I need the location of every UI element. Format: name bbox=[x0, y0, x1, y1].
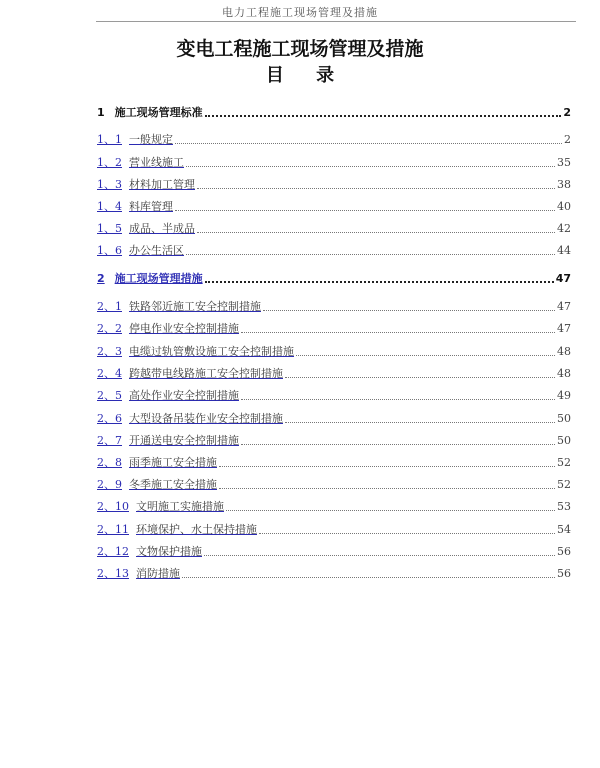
toc-entry-label bbox=[97, 434, 239, 448]
dot-leader bbox=[241, 332, 555, 333]
dot-leader bbox=[285, 422, 555, 423]
toc-item-2-5[interactable] bbox=[97, 387, 571, 403]
dot-leader bbox=[175, 143, 562, 144]
toc-item-1-1[interactable] bbox=[97, 131, 571, 147]
toc-item-2-8[interactable] bbox=[97, 454, 571, 470]
toc-entry-label bbox=[97, 178, 195, 192]
toc-item-2-11[interactable] bbox=[97, 521, 571, 537]
toc-entry-number: 2、5 bbox=[97, 389, 122, 402]
toc-entry-number: 2、7 bbox=[97, 434, 122, 447]
toc-item-2-2[interactable] bbox=[97, 320, 571, 336]
dot-leader bbox=[204, 555, 555, 556]
dot-leader bbox=[241, 399, 555, 400]
dot-leader bbox=[175, 210, 555, 211]
toc-entry-label bbox=[97, 500, 224, 514]
toc-entry-title: 文明施工实施措施 bbox=[136, 500, 224, 513]
toc-entry-number: 1、5 bbox=[97, 222, 122, 235]
toc-item-2-7[interactable] bbox=[97, 432, 571, 448]
toc-entry-label bbox=[97, 200, 173, 214]
dot-leader bbox=[226, 510, 555, 511]
toc-entry-label bbox=[97, 389, 239, 403]
toc-entry-page: 48 bbox=[557, 345, 571, 358]
toc-entry-number: 2、4 bbox=[97, 367, 122, 380]
toc-entry-number: 1、3 bbox=[97, 178, 122, 191]
toc-entry-page: 50 bbox=[557, 412, 571, 425]
toc-entry-title: 开通送电安全控制措施 bbox=[129, 434, 239, 447]
toc-item-1-3[interactable] bbox=[97, 176, 571, 192]
toc-item-1-6[interactable] bbox=[97, 242, 571, 258]
toc-entry-title: 施工现场管理标准 bbox=[114, 106, 203, 119]
toc-entry-title: 雨季施工安全措施 bbox=[129, 456, 217, 469]
toc-item-1-2[interactable] bbox=[97, 154, 571, 170]
running-header: 电力工程施工现场管理及措施 bbox=[222, 6, 378, 19]
toc-item-2-12[interactable] bbox=[97, 543, 571, 559]
toc-section-2[interactable] bbox=[97, 270, 571, 286]
toc-entry-number: 1、4 bbox=[97, 200, 122, 213]
toc-entry-title: 施工现场管理措施 bbox=[114, 272, 203, 285]
toc-entry-page: 47 bbox=[557, 322, 571, 335]
toc-entry-label bbox=[97, 133, 173, 147]
toc-entry-number: 2、6 bbox=[97, 412, 122, 425]
toc-heading: 目 录 bbox=[265, 65, 335, 86]
toc-item-2-9[interactable] bbox=[97, 476, 571, 492]
toc-entry-page: 52 bbox=[557, 456, 571, 469]
toc-entry-number: 2、3 bbox=[97, 345, 122, 358]
dot-leader bbox=[186, 166, 555, 167]
toc-entry-page: 47 bbox=[555, 272, 571, 285]
toc-entry-page: 2 bbox=[563, 106, 571, 119]
dot-leader bbox=[205, 281, 554, 283]
dot-leader bbox=[296, 355, 555, 356]
dot-leader bbox=[285, 377, 555, 378]
toc-entry-number: 2 bbox=[97, 272, 105, 285]
toc-entry-page: 48 bbox=[557, 367, 571, 380]
toc-entry-number: 1 bbox=[97, 106, 105, 119]
document-title: 变电工程施工现场管理及措施 bbox=[176, 38, 424, 60]
toc-entry-label bbox=[97, 272, 203, 286]
dot-leader bbox=[197, 232, 555, 233]
toc-item-2-6[interactable] bbox=[97, 410, 571, 426]
toc-entry-page: 38 bbox=[557, 178, 571, 191]
toc-entry-label bbox=[97, 523, 257, 537]
toc-entry-number: 2、2 bbox=[97, 322, 122, 335]
toc-entry-title: 成品、半成品 bbox=[129, 222, 195, 235]
toc-entry-title: 跨越带电线路施工安全控制措施 bbox=[129, 367, 283, 380]
toc-entry-page: 47 bbox=[557, 300, 571, 313]
toc-entry-title: 电缆过轨管敷设施工安全控制措施 bbox=[129, 345, 294, 358]
toc-entry-title: 消防措施 bbox=[136, 567, 180, 580]
toc-entry-number: 1、2 bbox=[97, 156, 122, 169]
toc-entry-label bbox=[97, 456, 217, 470]
toc-item-2-3[interactable] bbox=[97, 343, 571, 359]
toc-entry-page: 56 bbox=[557, 567, 571, 580]
toc-entry-number: 1、6 bbox=[97, 244, 122, 257]
toc-entry-number: 2、9 bbox=[97, 478, 122, 491]
toc-entry-title: 办公生活区 bbox=[129, 244, 184, 257]
dot-leader bbox=[259, 533, 555, 534]
toc-entry-label bbox=[97, 322, 239, 336]
toc-entry-page: 44 bbox=[557, 244, 571, 257]
toc-entry-number: 2、10 bbox=[97, 500, 129, 513]
header-divider bbox=[96, 21, 576, 22]
toc-entry-number: 2、11 bbox=[97, 523, 129, 536]
toc-entry-label bbox=[97, 244, 184, 258]
toc-entry-page: 49 bbox=[557, 389, 571, 402]
toc-entry-label bbox=[97, 222, 195, 236]
dot-leader bbox=[219, 488, 555, 489]
dot-leader bbox=[186, 254, 555, 255]
toc-entry-title: 材料加工管理 bbox=[129, 178, 195, 191]
dot-leader bbox=[205, 115, 562, 117]
toc-entry-title: 一般规定 bbox=[129, 133, 173, 146]
toc-section-1[interactable] bbox=[97, 104, 571, 120]
toc-item-2-1[interactable] bbox=[97, 298, 571, 314]
dot-leader bbox=[241, 444, 555, 445]
toc-entry-number: 2、8 bbox=[97, 456, 122, 469]
toc-item-2-13[interactable] bbox=[97, 565, 571, 581]
toc-entry-label bbox=[97, 478, 217, 492]
toc-entry-label bbox=[97, 300, 261, 314]
toc-entry-number: 1、1 bbox=[97, 133, 122, 146]
toc-item-1-5[interactable] bbox=[97, 220, 571, 236]
toc-entry-label bbox=[97, 545, 202, 559]
dot-leader bbox=[263, 310, 555, 311]
toc-entry-page: 53 bbox=[557, 500, 571, 513]
toc-entry-number: 2、13 bbox=[97, 567, 129, 580]
toc-entry-title: 料库管理 bbox=[129, 200, 173, 213]
toc-entry-title: 铁路邻近施工安全控制措施 bbox=[129, 300, 261, 313]
toc-entry-label bbox=[97, 412, 283, 426]
toc-entry-label bbox=[97, 345, 294, 359]
toc-item-1-4[interactable] bbox=[97, 198, 571, 214]
toc-entry-title: 营业线施工 bbox=[129, 156, 184, 169]
toc-entry-label bbox=[97, 367, 283, 381]
dot-leader bbox=[197, 188, 555, 189]
toc-entry-page: 56 bbox=[557, 545, 571, 558]
toc-entry-title: 文物保护措施 bbox=[136, 545, 202, 558]
toc-item-2-4[interactable] bbox=[97, 365, 571, 381]
toc-entry-page: 52 bbox=[557, 478, 571, 491]
toc-entry-page: 40 bbox=[557, 200, 571, 213]
toc-entry-label bbox=[97, 567, 180, 581]
toc-entry-title: 环境保护、水土保持措施 bbox=[136, 523, 257, 536]
toc-entry-title: 高处作业安全控制措施 bbox=[129, 389, 239, 402]
toc-entry-page: 42 bbox=[557, 222, 571, 235]
toc-entry-number: 2、12 bbox=[97, 545, 129, 558]
toc-entry-label bbox=[97, 106, 203, 120]
toc-entry-page: 54 bbox=[557, 523, 571, 536]
toc-item-2-10[interactable] bbox=[97, 498, 571, 514]
toc-entry-page: 50 bbox=[557, 434, 571, 447]
toc-entry-title: 大型设备吊装作业安全控制措施 bbox=[129, 412, 283, 425]
toc-entry-number: 2、1 bbox=[97, 300, 122, 313]
dot-leader bbox=[219, 466, 555, 467]
toc-entry-page: 35 bbox=[557, 156, 571, 169]
dot-leader bbox=[182, 577, 555, 578]
toc-entry-title: 停电作业安全控制措施 bbox=[129, 322, 239, 335]
toc-entry-page: 2 bbox=[564, 133, 571, 146]
toc-entry-title: 冬季施工安全措施 bbox=[129, 478, 217, 491]
toc-entry-label bbox=[97, 156, 184, 170]
